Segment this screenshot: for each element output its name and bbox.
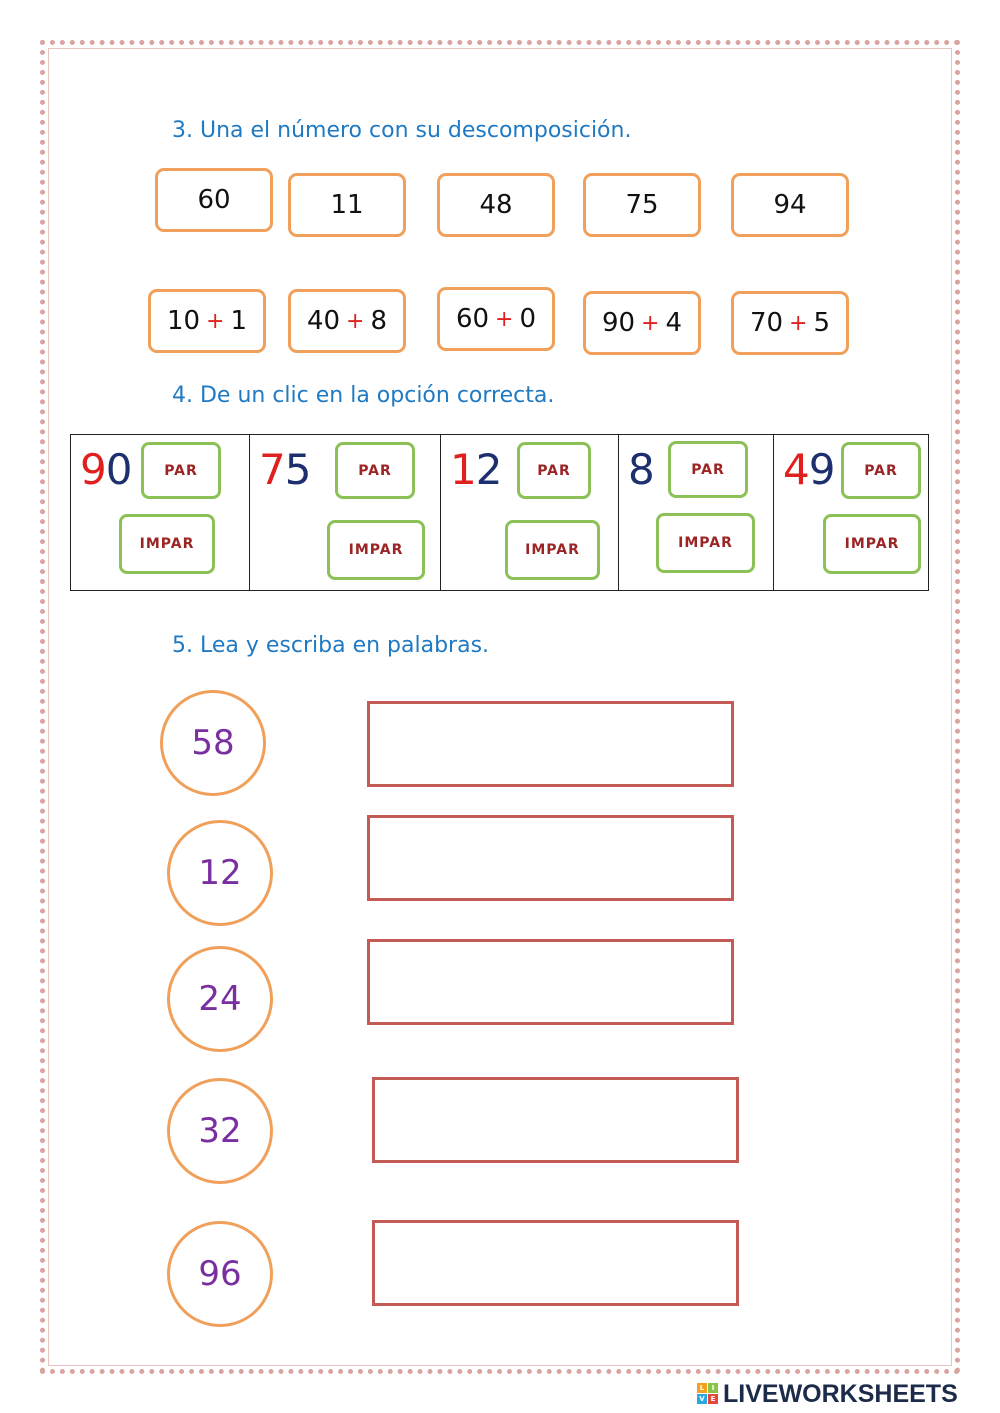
logo-mark-letter: V bbox=[697, 1394, 707, 1404]
digit-units: 5 bbox=[284, 445, 311, 494]
table-divider bbox=[618, 435, 619, 590]
par-option-5[interactable]: PAR bbox=[841, 442, 921, 499]
number-box-5[interactable]: 94 bbox=[731, 173, 849, 237]
parity-number-3 bbox=[450, 445, 501, 494]
sum-term-a: 70 bbox=[749, 308, 784, 338]
sum-term-a: 10 bbox=[166, 306, 201, 336]
logo-mark-icon bbox=[697, 1383, 719, 1405]
sum-term-b: 8 bbox=[370, 306, 388, 336]
par-option-1[interactable]: PAR bbox=[141, 442, 221, 499]
parity-number-5 bbox=[783, 445, 834, 494]
digit-units: 0 bbox=[105, 445, 132, 494]
parity-number-1 bbox=[80, 445, 131, 494]
par-option-3[interactable]: PAR bbox=[517, 442, 591, 499]
parity-number-4 bbox=[628, 445, 654, 494]
digit-tens: 4 bbox=[783, 445, 809, 494]
sum-box-4[interactable] bbox=[583, 291, 701, 355]
digit-units: 9 bbox=[808, 445, 835, 494]
sum-term-a: 40 bbox=[306, 306, 341, 336]
digit-tens: 1 bbox=[450, 445, 476, 494]
impar-option-3[interactable]: IMPAR bbox=[505, 520, 600, 580]
impar-option-5[interactable]: IMPAR bbox=[823, 514, 921, 574]
section-5-heading: 5. Lea y escriba en palabras. bbox=[172, 633, 490, 658]
impar-option-4[interactable]: IMPAR bbox=[656, 513, 755, 573]
table-divider bbox=[249, 435, 250, 590]
logo-mark-letter: I bbox=[708, 1383, 718, 1393]
number-box-4[interactable]: 75 bbox=[583, 173, 701, 237]
par-option-4[interactable]: PAR bbox=[668, 441, 748, 498]
answer-box-4 bbox=[372, 1077, 739, 1163]
answer-input-3[interactable] bbox=[370, 942, 731, 1022]
number-circle-4: 32 bbox=[167, 1078, 273, 1184]
number-circle-3: 24 bbox=[167, 946, 273, 1052]
answer-input-5[interactable] bbox=[375, 1223, 736, 1303]
table-divider bbox=[773, 435, 774, 590]
answer-input-1[interactable] bbox=[370, 704, 731, 784]
logo-text: LIVEWORKSHEETS bbox=[723, 1379, 958, 1408]
parity-table bbox=[70, 434, 929, 591]
plus-sign: + bbox=[495, 306, 514, 332]
digit-tens: 7 bbox=[259, 445, 285, 494]
plus-sign: + bbox=[641, 310, 660, 336]
sum-box-1[interactable] bbox=[148, 289, 266, 353]
answer-box-1 bbox=[367, 701, 734, 787]
number-circle-5: 96 bbox=[167, 1221, 273, 1327]
sum-term-b: 4 bbox=[665, 308, 683, 338]
logo-mark-letter: E bbox=[708, 1394, 718, 1404]
digit-units: 2 bbox=[475, 445, 502, 494]
digit-units: 8 bbox=[628, 445, 654, 494]
sum-box-5[interactable] bbox=[731, 291, 849, 355]
liveworksheets-logo[interactable] bbox=[697, 1380, 958, 1408]
sum-term-b: 1 bbox=[230, 306, 248, 336]
answer-box-2 bbox=[367, 815, 734, 901]
plus-sign: + bbox=[206, 308, 225, 334]
table-divider bbox=[440, 435, 441, 590]
plus-sign: + bbox=[789, 310, 808, 336]
par-option-2[interactable]: PAR bbox=[335, 442, 415, 499]
impar-option-1[interactable]: IMPAR bbox=[119, 514, 215, 574]
answer-box-5 bbox=[372, 1220, 739, 1306]
number-circle-2: 12 bbox=[167, 820, 273, 926]
section-4-heading: 4. De un clic en la opción correcta. bbox=[172, 383, 555, 408]
sum-term-b: 5 bbox=[813, 308, 831, 338]
sum-term-a: 90 bbox=[601, 308, 636, 338]
number-box-3[interactable]: 48 bbox=[437, 173, 555, 237]
sum-box-2[interactable] bbox=[288, 289, 406, 353]
answer-input-4[interactable] bbox=[375, 1080, 736, 1160]
sum-term-b: 0 bbox=[519, 304, 537, 334]
section-3-heading: 3. Una el número con su descomposición. bbox=[172, 118, 632, 143]
number-box-1[interactable]: 60 bbox=[155, 168, 273, 232]
logo-mark-letter: L bbox=[697, 1383, 707, 1393]
plus-sign: + bbox=[346, 308, 365, 334]
number-circle-1: 58 bbox=[160, 690, 266, 796]
digit-tens: 9 bbox=[80, 445, 106, 494]
impar-option-2[interactable]: IMPAR bbox=[327, 520, 425, 580]
sum-box-3[interactable] bbox=[437, 287, 555, 351]
answer-box-3 bbox=[367, 939, 734, 1025]
sum-term-a: 60 bbox=[455, 304, 490, 334]
parity-number-2 bbox=[259, 445, 310, 494]
number-box-2[interactable]: 11 bbox=[288, 173, 406, 237]
answer-input-2[interactable] bbox=[370, 818, 731, 898]
